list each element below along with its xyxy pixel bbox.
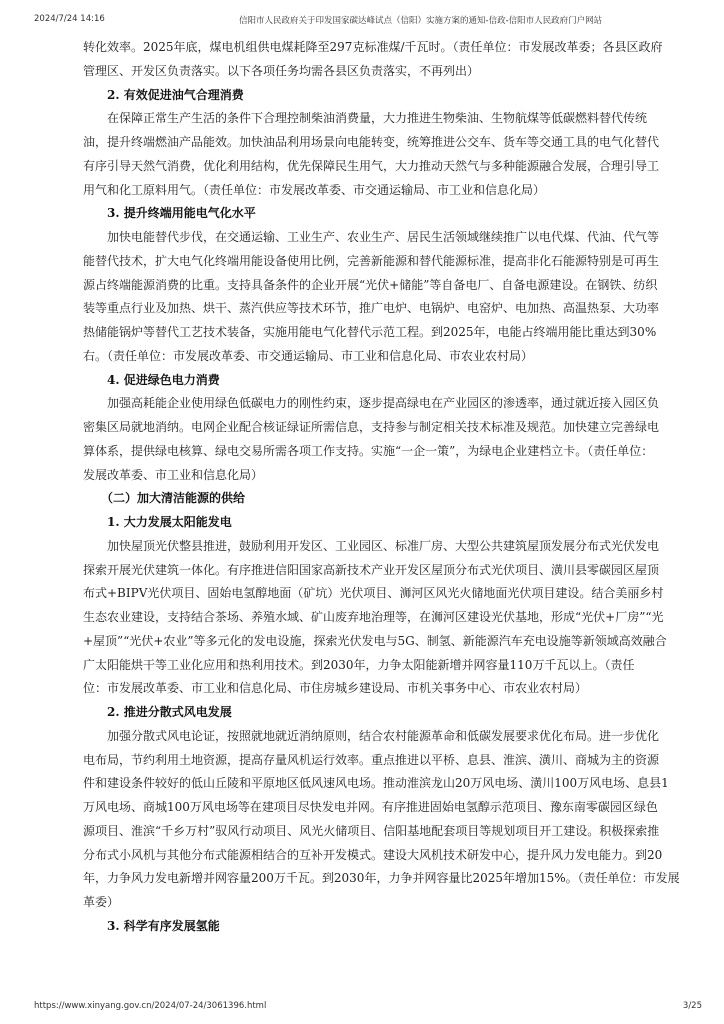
- paragraph-line: 用气和化工原料用气。（责任单位：市发展改革委、市交通运输局、市工业和信息化局）: [83, 182, 546, 197]
- print-timestamp: 2024/7/24 14:16: [34, 14, 105, 24]
- paragraph-line: 算体系，提供绿电核算、绿电交易所需各项工作支持。实施“一企一策”，为绿电企业建档立卡。（责任单位：: [83, 443, 654, 458]
- paragraph-line: 位：市发展改革委、市工业和信息化局、市住房城乡建设局、市机关事务中心、市农业农村局）: [83, 681, 588, 696]
- paragraph-line: 加强高耗能企业使用绿色低碳电力的刚性约束，逐步提高绿电在产业园区的渗透率，通过就近接入园区负: [107, 396, 660, 411]
- section-heading: 2. 有效促进油气合理消费: [107, 87, 244, 102]
- paragraph-line: 热储能锅炉等替代工艺技术装备，实施用能电气化替代示范工程。到2025年，电能占终端用能比重达到30%: [83, 325, 657, 339]
- paragraph-line: 万风电场、商城100万风电场等在建项目尽快发电并网。有序推进固始电氢醇示范项目、豫东南零碳园区绿色: [83, 800, 658, 814]
- print-page-title: 信阳市人民政府关于印发国家碳达峰试点（信阳）实施方案的通知-信政-信阳市人民政府门户网站: [239, 16, 603, 26]
- paragraph-line: +屋顶”“光伏+农业”等多元化的发电设施，探索光伏发电与5G、制氢、新能源汽车充电设施等新领域高效融合: [83, 633, 667, 648]
- paragraph-line: 加快电能替代步伐，在交通运输、工业生产、农业生产、居民生活领域继续推广以电代煤、代油、代气等: [107, 230, 660, 244]
- paragraph-line: 加快屋顶光伏整县推进，鼓励利用开发区、工业园区、标准厂房、大型公共建筑屋顶发展分布式光伏发电: [107, 538, 660, 553]
- paragraph-line: 广太阳能烘干等工业化应用和热利用技术。到2030年，力争太阳能新增并网容量110万千瓦以上。（责任: [83, 657, 635, 672]
- section-heading: 2. 推进分散式风电发展: [107, 705, 232, 719]
- paragraph-line: 装等重点行业及加热、烘干、蒸汽供应等技术环节，推广电炉、电锅炉、电窑炉、电加热、高温热泵、大功率: [83, 301, 660, 316]
- paragraph-line: 生态农业建设，支持结合茶场、养殖水域、矿山废弃地治理等，在浉河区建设光伏基地，形成“光伏+厂房”“光: [83, 610, 664, 624]
- document-body: [83, 36, 689, 939]
- page-number: 3/25: [682, 1001, 702, 1011]
- section-heading: 3. 提升终端用能电气化水平: [107, 206, 256, 221]
- paragraph-line: 油，提升终端燃油产品能效。加快油品利用场景向电能转变，统筹推进公交车、货车等交通工具的电气化替代: [83, 135, 660, 149]
- paragraph-line: 密集区局就地消纳。电网企业配合核证绿证所需信息，支持参与制定相关技术标准及规范。加快建立完善绿电: [83, 420, 660, 434]
- paragraph-line: 源占终端能源消费的比重。支持具备条件的企业开展“光伏+储能”等自备电厂、自备电源建设。在钢铁、纺织: [83, 277, 658, 292]
- paragraph-line: 源项目、淮滨“千乡万村”驭风行动项目、风光火储项目、信阳基地配套项目等规划项目开工建设。积极探索推: [83, 823, 660, 838]
- paragraph-line: 布式+BIPV光伏项目、固始电氢醇地面（矿坑）光伏项目、浉河区风光火储地面光伏项目建设。结合美丽乡村: [83, 586, 664, 601]
- paragraph-line: 在保障正常生产生活的条件下合理控制柴油消费量，大力推进生物柴油、生物航煤等低碳燃料替代传统: [107, 111, 648, 126]
- paragraph-line: 件和建设条件较好的低山丘陵和平原地区低风速风电场。推动淮滨龙山20万风电场、潢川100万风电场、息县1: [83, 776, 669, 791]
- paragraph-line: 有序引导天然气消费，优化利用结构，优先保障民生用气，大力推动天然气与多种能源融合发展，合理引导工: [83, 158, 660, 173]
- paragraph-line: 能替代技术，扩大电气化终端用能设备使用比例，完善新能源和替代能源标准，提高非化石能源特别是可再生: [83, 253, 660, 268]
- section-heading: 4. 促进绿色电力消费: [107, 372, 220, 387]
- paragraph-line: 探索开展光伏建筑一体化。有序推进信阳国家高新技术产业开发区屋顶分布式光伏项目、潢川县零碳园区屋顶: [83, 562, 660, 577]
- paragraph-line: 革委）: [83, 895, 120, 909]
- chapter-heading: （二）加大清洁能源的供给: [101, 491, 246, 506]
- paragraph-line: 分布式小风机与其他分布式能源相结合的互补开发模式。建设大风机技术研发中心，提升风力发电能力。到20: [83, 847, 663, 862]
- paragraph-line: 电布局，节约利用土地资源，提高存量风机运行效率。重点推进以平桥、息县、淮滨、潢川、商城为主的资源: [83, 752, 660, 767]
- paragraph-line: 右。（责任单位：市发展改革委、市交通运输局、市工业和信息化局、市农业农村局）: [83, 348, 534, 363]
- print-url: https://www.xinyang.gov.cn/2024/07-24/3061396.html: [34, 1001, 267, 1011]
- paragraph-line: 年，力争风力发电新增并网容量200万千瓦。到2030年，力争并网容量比2025年增加15%。（责任单位：市发展: [83, 871, 680, 886]
- print-header: [34, 14, 702, 28]
- paragraph-line: 加强分散式风电论证，按照就地就近消纳原则，结合农村能源革命和低碳发展要求优化布局。进一步优化: [107, 728, 660, 743]
- section-heading: 1. 大力发展太阳能发电: [107, 515, 232, 529]
- paragraph-line: 转化效率。2025年底，煤电机组供电煤耗降至297克标准煤/千瓦时。（责任单位：市发展改革委；各县区政府: [83, 40, 663, 54]
- section-heading: 3. 科学有序发展氢能: [107, 918, 220, 933]
- paragraph-line: 管理区、开发区负责落实。以下各项任务均需各县区负责落实，不再列出）: [83, 63, 480, 78]
- print-footer: [34, 1001, 702, 1015]
- paragraph-line: 发展改革委、市工业和信息化局）: [83, 467, 264, 482]
